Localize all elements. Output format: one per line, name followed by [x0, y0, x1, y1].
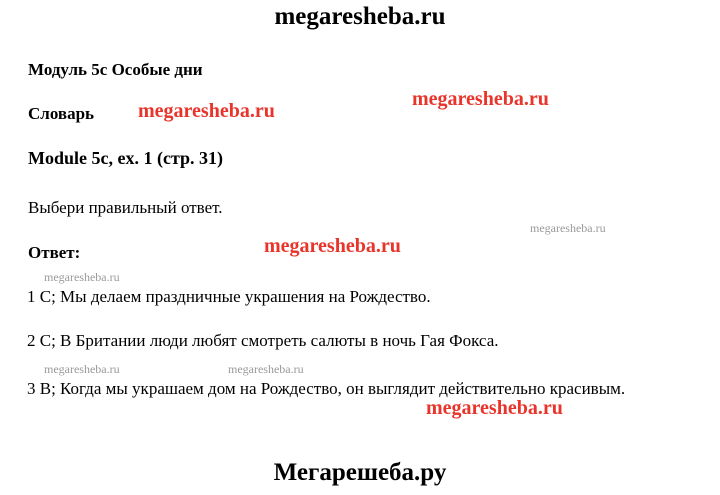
watermark: megaresheba.ru: [44, 362, 120, 376]
answer-line-2: 2 C; В Британии люди любят смотреть салюты в ночь Гая Фокса.: [27, 331, 499, 350]
watermark: megaresheba.ru: [264, 235, 401, 257]
watermark: megaresheba.ru: [138, 100, 275, 122]
site-brand-bottom: Мегарешеба.ру: [273, 459, 447, 486]
task-text: Выбери правильный ответ.: [28, 198, 223, 217]
answer-label: Ответ:: [28, 243, 81, 262]
watermark: megaresheba.ru: [228, 362, 304, 376]
watermark: megaresheba.ru: [44, 270, 120, 284]
answer-line-3: 3 B; Когда мы украшаем дом на Рождество, он выглядит действительно красивым.: [27, 379, 626, 398]
watermark: megaresheba.ru: [412, 88, 549, 110]
answer-line-1: 1 C; Мы делаем праздничные украшения на Рождество.: [27, 287, 431, 306]
vocabulary-heading: Словарь: [28, 104, 95, 123]
watermark: megaresheba.ru: [426, 397, 563, 419]
site-brand-top: megaresheba.ru: [274, 3, 446, 30]
exercise-heading: Module 5c, ex. 1 (стр. 31): [28, 148, 224, 168]
module-heading: Модуль 5c Особые дни: [28, 60, 203, 79]
watermark: megaresheba.ru: [530, 221, 606, 235]
